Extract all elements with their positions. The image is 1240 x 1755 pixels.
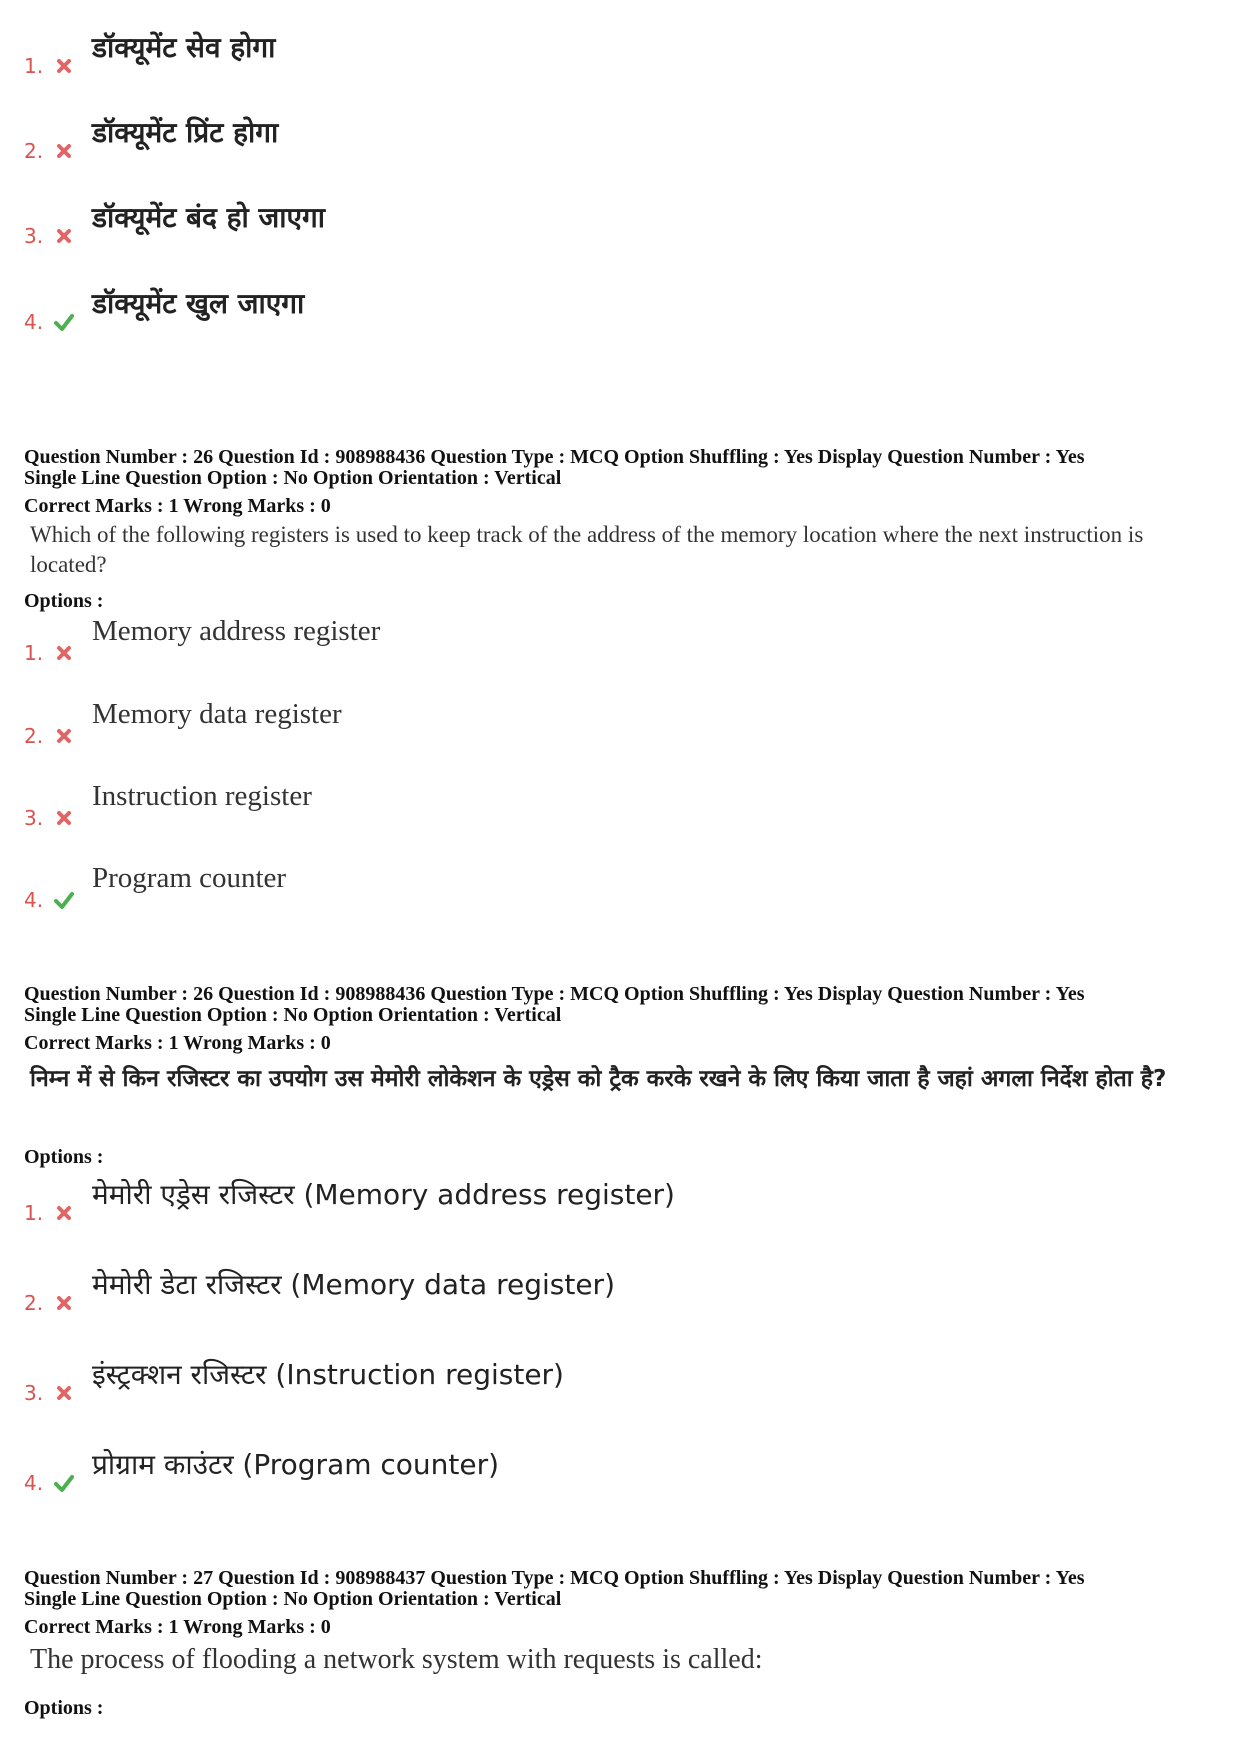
option-number: 1. <box>24 1201 44 1225</box>
question-text: निम्न में से किन रजिस्टर का उपयोग उस मेमोरी लोकेशन के एड्रेस को ट्रैक करके रखने के लिए किया जाता है जहां अगला निर्देश होता है? <box>30 1066 1167 1092</box>
question-meta-line: Single Line Question Option : No Option Orientation : Vertical <box>24 467 562 489</box>
cross-icon <box>54 1383 74 1403</box>
option-text: Memory data register <box>92 698 342 730</box>
option-text: डॉक्यूमेंट बंद हो जाएगा <box>92 201 326 234</box>
cross-icon <box>54 808 74 828</box>
cross-icon <box>54 726 74 746</box>
marks-line: Correct Marks : 1 Wrong Marks : 0 <box>24 1616 331 1638</box>
options-label: Options : <box>24 590 104 612</box>
option-text: डॉक्यूमेंट खुल जाएगा <box>92 287 305 320</box>
question-text: Which of the following registers is used to keep track of the address of the memory location where the next instruction is located? <box>30 522 1144 577</box>
cross-icon <box>54 141 74 161</box>
question-meta-line: Single Line Question Option : No Option Orientation : Vertical <box>24 1004 562 1026</box>
marks-line: Correct Marks : 1 Wrong Marks : 0 <box>24 1032 331 1054</box>
option-text: मेमोरी एड्रेस रजिस्टर (Memory address register) <box>92 1178 675 1211</box>
option-text: डॉक्यूमेंट प्रिंट होगा <box>92 116 279 149</box>
option-number: 3. <box>24 1381 44 1405</box>
question-meta-line: Question Number : 26 Question Id : 908988436 Question Type : MCQ Option Shuffling : Yes Display Question Number : Yes <box>24 446 1085 468</box>
question-meta-line: Single Line Question Option : No Option Orientation : Vertical <box>24 1588 562 1610</box>
cross-icon <box>54 643 74 663</box>
option-number: 3. <box>24 224 44 248</box>
checkmark-icon <box>54 1473 74 1493</box>
option-text: Memory address register <box>92 615 381 647</box>
checkmark-icon <box>54 890 74 910</box>
question-meta-line: Question Number : 26 Question Id : 908988436 Question Type : MCQ Option Shuffling : Yes Display Question Number : Yes <box>24 983 1085 1005</box>
option-number: 2. <box>24 724 44 748</box>
cross-icon <box>54 226 74 246</box>
option-number: 2. <box>24 139 44 163</box>
option-number: 1. <box>24 54 44 78</box>
question-meta-line: Question Number : 27 Question Id : 908988437 Question Type : MCQ Option Shuffling : Yes Display Question Number : Yes <box>24 1567 1085 1589</box>
options-label: Options : <box>24 1697 104 1719</box>
option-text: इंस्ट्रक्शन रजिस्टर (Instruction register) <box>92 1358 564 1391</box>
option-number: 4. <box>24 310 44 334</box>
option-number: 4. <box>24 888 44 912</box>
option-number: 3. <box>24 806 44 830</box>
cross-icon <box>54 1203 74 1223</box>
option-number: 4. <box>24 1471 44 1495</box>
option-text: डॉक्यूमेंट सेव होगा <box>92 31 276 64</box>
option-text: मेमोरी डेटा रजिस्टर (Memory data register) <box>92 1268 615 1301</box>
option-text: Program counter <box>92 862 287 894</box>
option-text: प्रोग्राम काउंटर (Program counter) <box>92 1448 500 1481</box>
option-text: Instruction register <box>92 780 312 812</box>
question-text: The process of flooding a network system with requests is called: <box>30 1644 763 1675</box>
marks-line: Correct Marks : 1 Wrong Marks : 0 <box>24 495 331 517</box>
checkmark-icon <box>54 312 74 332</box>
option-number: 2. <box>24 1291 44 1315</box>
cross-icon <box>54 1293 74 1313</box>
option-number: 1. <box>24 641 44 665</box>
cross-icon <box>54 56 74 76</box>
options-label: Options : <box>24 1146 104 1168</box>
